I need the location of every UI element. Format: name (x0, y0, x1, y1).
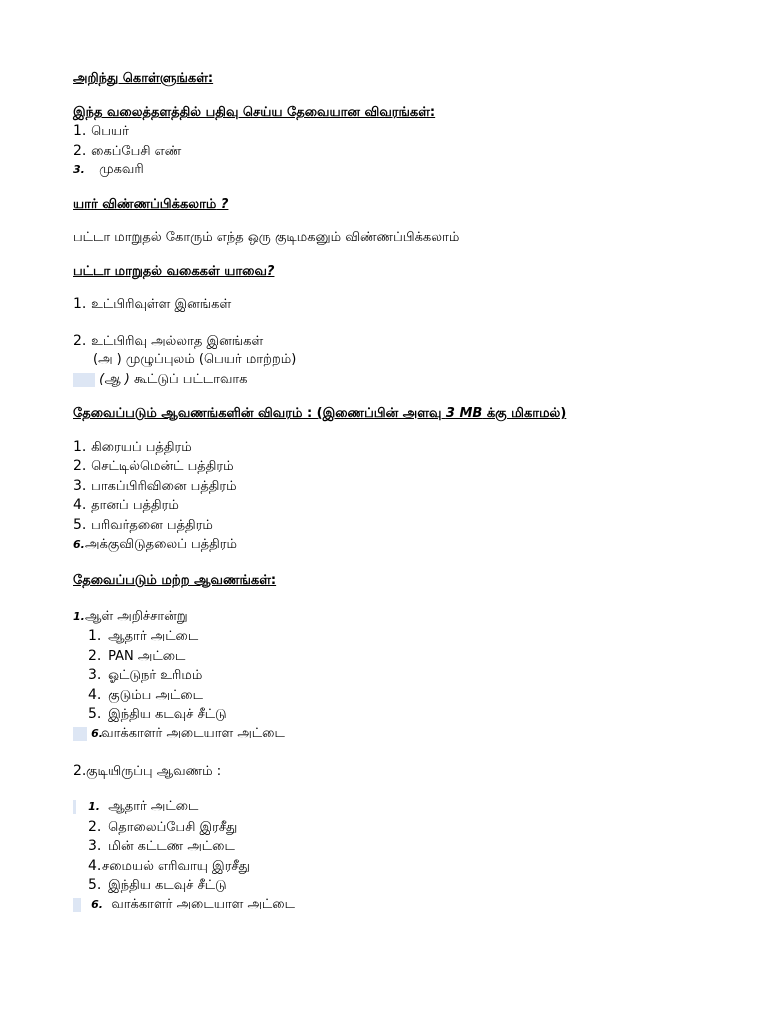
who-text: பட்டா மாறுதல் கோரும் எந்த ஒரு குடிமகனும் விண்ணப்பிக்கலாம் (73, 230, 460, 245)
list-item (88, 627, 198, 646)
residence-group-title (73, 762, 221, 781)
list-item (88, 666, 202, 685)
list-number: 5. (88, 877, 102, 893)
list-text: உட்பிரிவுள்ள இனங்கள் (91, 297, 232, 312)
list-text: சமையல் எரிவாயு இரசீது (102, 859, 250, 874)
identity-group-title (73, 608, 188, 626)
list-text: உட்பிரிவு அல்லாத இனங்கள் (91, 334, 264, 349)
group-title: ஆள் அறிச்சான்று (85, 609, 188, 624)
sub-item-a: (அ ) முழுப்புலம் (பெயர் மாற்றம்) (93, 352, 297, 367)
list-text: பெயர் (91, 124, 129, 139)
list-item (88, 705, 227, 724)
list-item (73, 516, 213, 535)
list-text: செட்டில்மென்ட் பத்திரம் (91, 459, 234, 474)
list-text: PAN அட்டை (108, 649, 186, 664)
list-number: 6. (73, 538, 85, 551)
list-number: 1. (73, 123, 87, 139)
list-number: 2. (73, 333, 87, 349)
list-number: 3. (73, 163, 85, 176)
list-text: இந்திய கடவுச் சீட்டு (108, 707, 227, 722)
list-number: 3. (88, 667, 102, 683)
highlight-mark (73, 373, 95, 387)
details-heading: இந்த வலைத்தளத்தில் பதிவு செய்ய தேவையான விவரங்கள்: (73, 105, 436, 120)
list-item (88, 818, 237, 837)
list-text: முகவரி (99, 162, 144, 177)
types-heading-suffix: ? (266, 264, 275, 279)
list-item (73, 496, 179, 515)
docs-heading-part2: க்கு மிகாமல்) (482, 406, 567, 421)
types-heading-text: பட்டா மாறுதல் வகைகள் யாவை (73, 264, 267, 279)
list-number: 2. (73, 143, 87, 159)
list-number: 1. (73, 439, 87, 455)
list-item (73, 122, 129, 141)
list-number: 2. (88, 819, 102, 835)
list-text: மின் கட்டண அட்டை (108, 839, 235, 854)
list-item (88, 837, 235, 856)
docs-heading-size: 3 MB (445, 406, 483, 421)
list-text: தானப் பத்திரம் (91, 498, 179, 513)
list-item (73, 477, 237, 496)
list-number: 1. (88, 800, 100, 813)
list-number: 6. (91, 727, 103, 740)
group-title: குடியிருப்பு ஆவணம் : (86, 764, 222, 779)
docs-heading (73, 405, 566, 423)
list-number: 2. (73, 458, 87, 474)
list-text: பாகப்பிரிவினை பத்திரம் (91, 479, 237, 494)
list-item (73, 142, 181, 161)
list-item (73, 896, 295, 914)
list-text: குடும்ப அட்டை (108, 688, 203, 703)
list-number: 3. (73, 478, 87, 494)
who-heading-text: யார் விண்ணப்பிக்கலாம் (73, 197, 217, 212)
list-text: அக்குவிடுதலைப் பத்திரம் (85, 537, 237, 552)
list-text: ஆதார் அட்டை (108, 799, 199, 814)
types-heading (73, 263, 274, 281)
list-number: 4. (73, 497, 87, 513)
sub-item-b-text: கூட்டுப் பட்டாவாக (129, 372, 248, 387)
list-item (73, 438, 192, 457)
group-number: 1. (73, 610, 85, 623)
list-text: கிரையப் பத்திரம் (91, 440, 192, 455)
list-text: இந்திய கடவுச் சீட்டு (108, 878, 227, 893)
group-number: 2. (73, 763, 87, 779)
list-item (73, 295, 231, 314)
list-item (73, 457, 234, 476)
list-item (73, 536, 237, 554)
highlight-mark (73, 727, 87, 741)
list-number: 5. (88, 706, 102, 722)
list-item (73, 725, 285, 743)
who-heading (73, 196, 228, 214)
sub-item-b-label: (ஆ ) (99, 372, 130, 387)
list-number: 2. (88, 648, 102, 664)
highlight-mark (73, 800, 76, 814)
list-number: 6. (91, 898, 103, 911)
list-number: 4. (88, 687, 102, 703)
highlight-mark (73, 898, 81, 912)
list-text: பரிவர்தனை பத்திரம் (91, 518, 213, 533)
sub-item-b (73, 371, 248, 389)
list-item (73, 161, 144, 179)
list-item (73, 798, 198, 816)
list-number: 3. (88, 838, 102, 854)
list-number: 4. (88, 858, 102, 874)
list-text: கைப்பேசி எண் (91, 144, 182, 159)
list-text: தொலைப்பேசி இரசீது (108, 820, 238, 835)
list-text: ஓட்டுநர் உரிமம் (108, 668, 203, 683)
list-item (88, 686, 203, 705)
list-number: 1. (88, 628, 102, 644)
list-item (73, 332, 263, 351)
list-text: வாக்காளர் அடையாள அட்டை (101, 726, 285, 741)
docs-heading-part1: தேவைப்படும் ஆவணங்களின் விவரம் : (இணைப்பின் அளவு (73, 406, 446, 421)
list-number: 1. (73, 296, 87, 312)
list-text: வாக்காளர் அடையாள அட்டை (111, 897, 295, 912)
who-heading-suffix: ? (216, 197, 229, 212)
list-item (88, 876, 227, 895)
list-item (88, 857, 250, 876)
list-number: 5. (73, 517, 87, 533)
list-text: ஆதார் அட்டை (108, 629, 199, 644)
other-docs-heading: தேவைப்படும் மற்ற ஆவணங்கள்: (73, 573, 277, 588)
intro-heading: அறிந்து கொள்ளுங்கள்: (73, 71, 214, 86)
list-item (88, 647, 185, 666)
